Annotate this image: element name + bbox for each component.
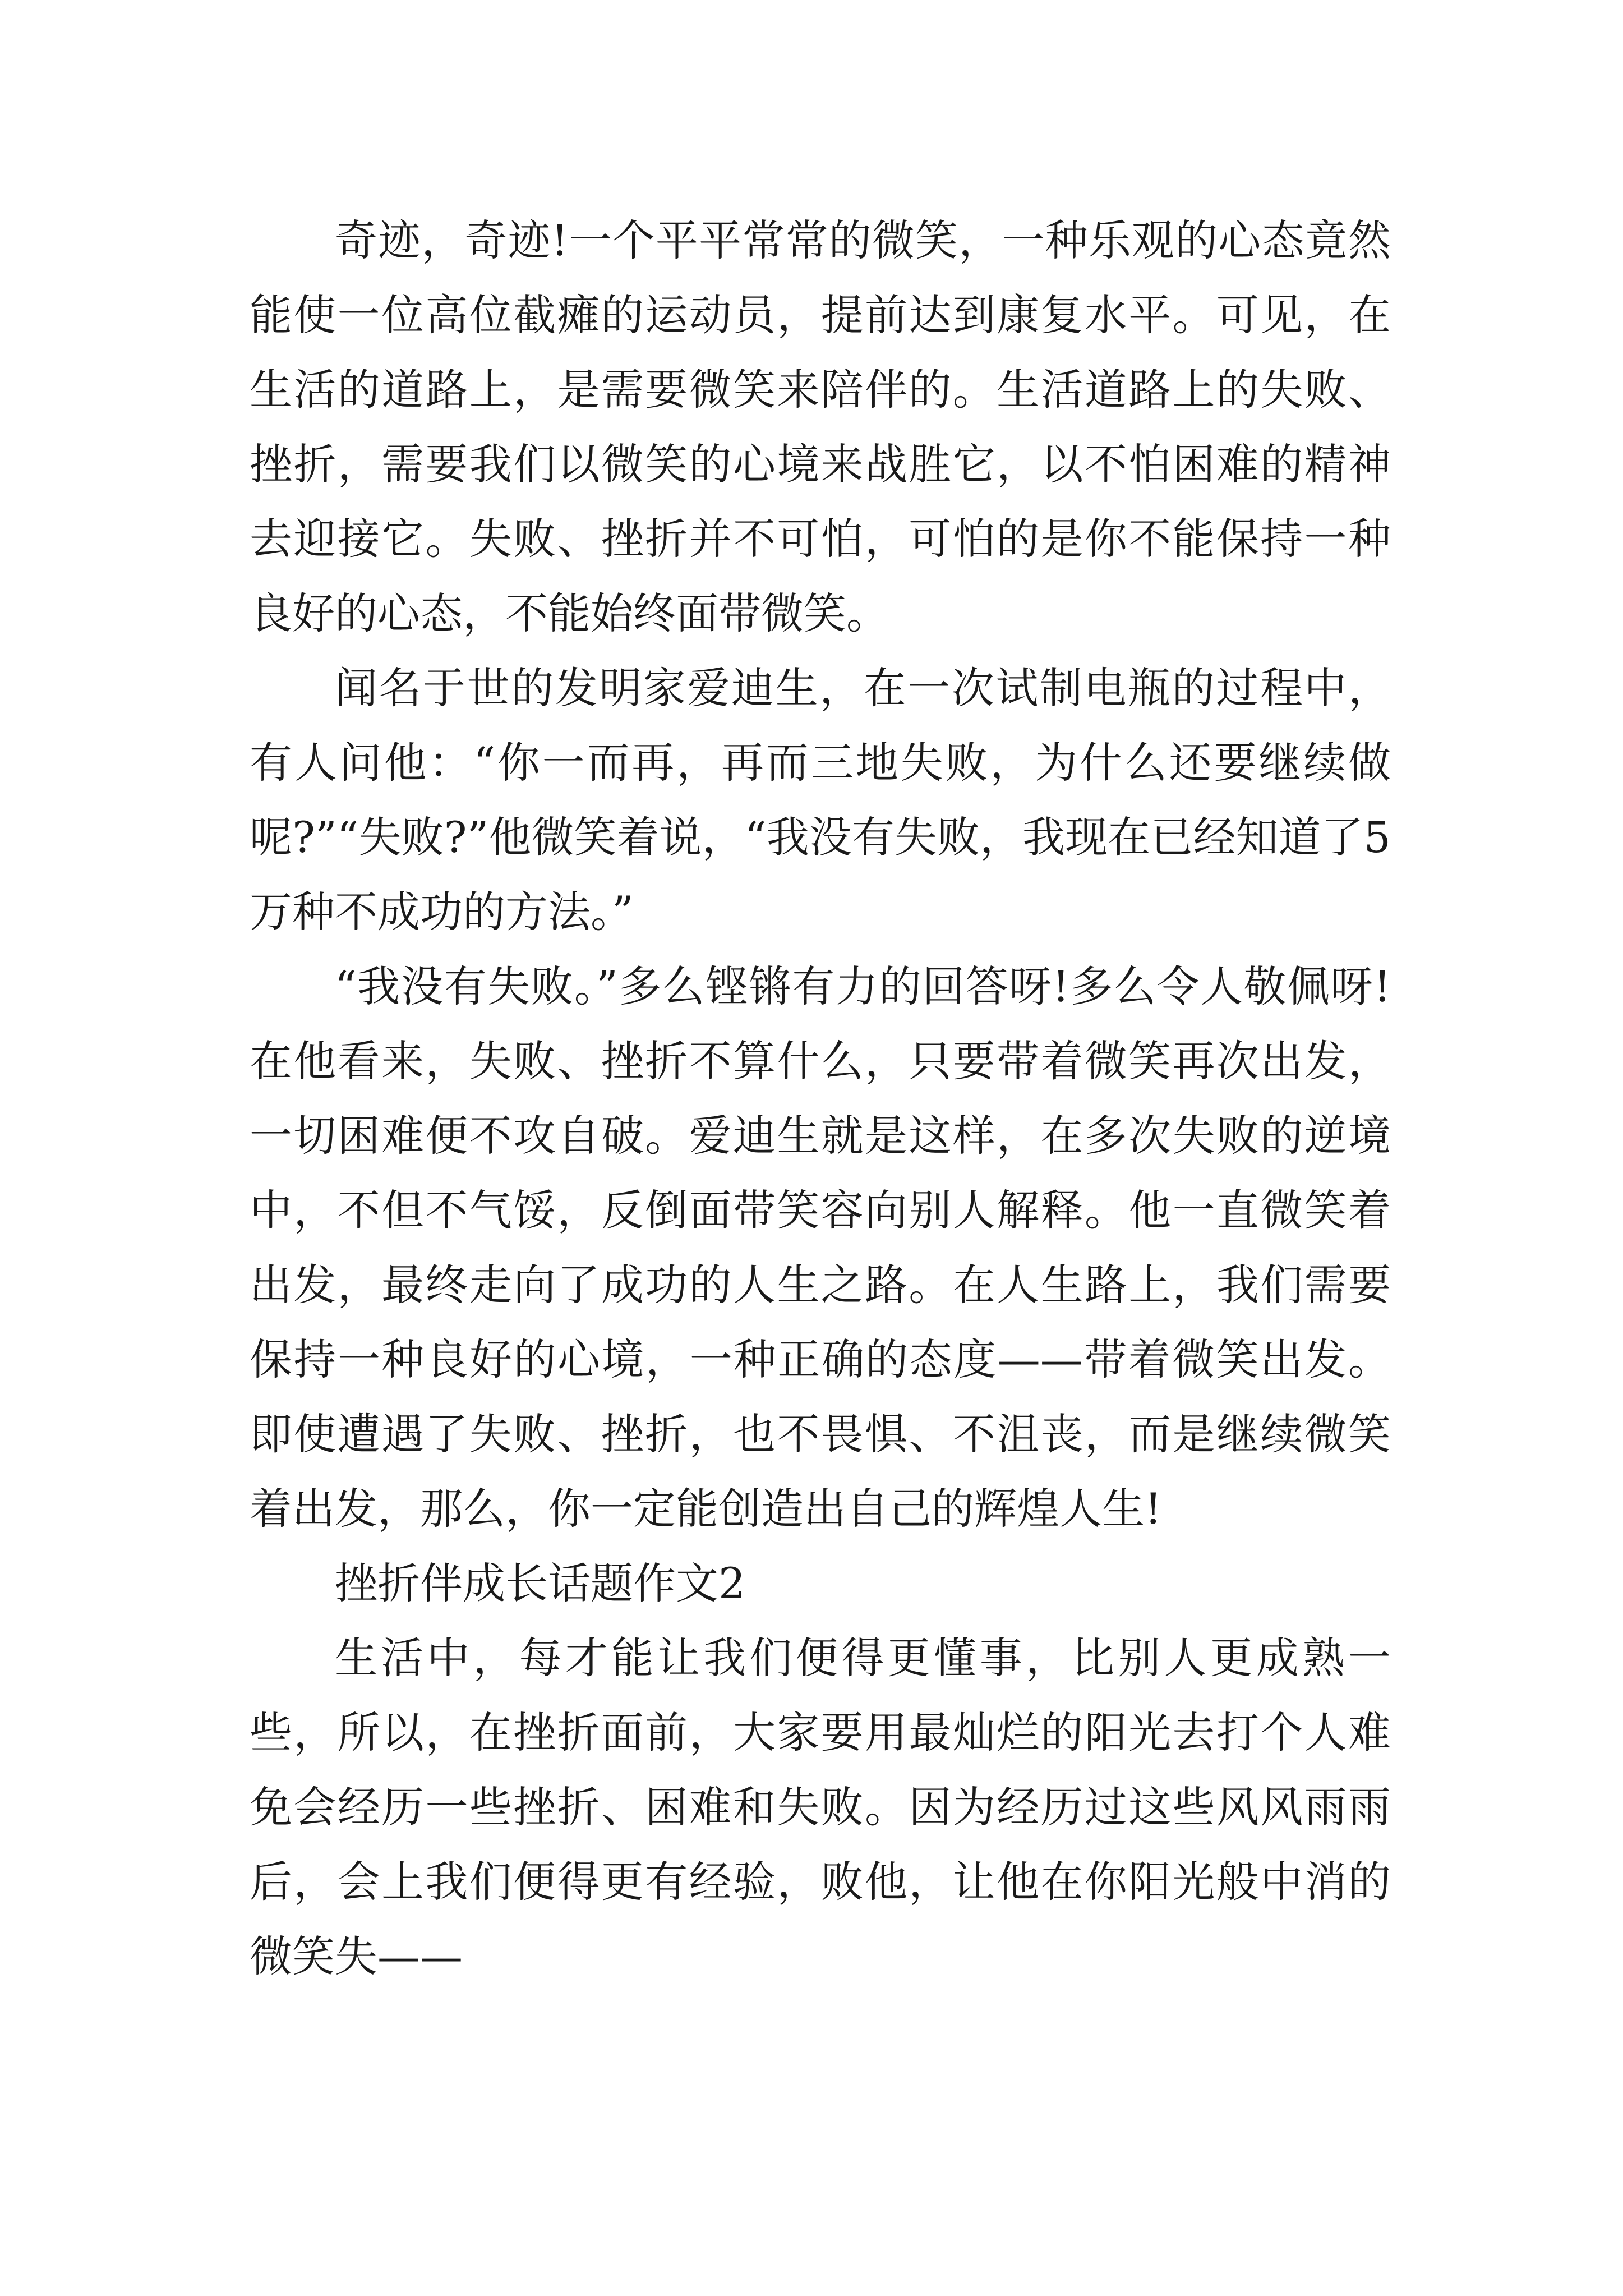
paragraph-smile-miracle: 奇迹，奇迹!一个平平常常的微笑，一种乐观的心态竟然能使一位高位截瘫的运动员，提前达到康复水平。可见，在生活的道路上，是需要微笑来陪伴的。生活道路上的失败、挫折，需要我们以微笑的心境来战胜它，以不怕困难的精神去迎接它。失败、挫折并不可怕，可怕的是你不能保持一种良好的心态，不能始终面带微笑。 bbox=[250, 215, 1391, 638]
section-title: 挫折伴成长话题作文2 bbox=[335, 1558, 746, 1608]
document-body bbox=[250, 203, 1391, 1994]
paragraph-edison-story: 闻名于世的发明家爱迪生，在一次试制电瓶的过程中，有人问他：“你一而再，再而三地失败，为什么还要继续做呢?”“失败?”他微笑着说，“我没有失败，我现在已经知道了5万种不成功的方法。” bbox=[250, 663, 1391, 937]
paragraph-section-intro: 生活中，每才能让我们便得更懂事，比别人更成熟一些，所以，在挫折面前，大家要用最灿烂的阳光去打个人难免会经历一些挫折、困难和失败。因为经历过这些风风雨雨后，会上我们便得更有经验，败他，让他在你阳光般中消的微笑失—— bbox=[250, 1633, 1391, 1981]
paragraph-edison-reflection: “我没有失败。”多么铿锵有力的回答呀!多么令人敬佩呀!在他看来，失败、挫折不算什么，只要带着微笑再次出发，一切困难便不攻自破。爱迪生就是这样，在多次失败的逆境中，不但不气馁，反倒面带笑容向别人解释。他一直微笑着出发，最终走向了成功的人生之路。在人生路上，我们需要保持一种良好的心境，一种正确的态度——带着微笑出发。即使遭遇了失败、挫折，也不畏惧、不沮丧，而是继续微笑着出发，那么，你一定能创造出自己的辉煌人生! bbox=[250, 961, 1391, 1534]
